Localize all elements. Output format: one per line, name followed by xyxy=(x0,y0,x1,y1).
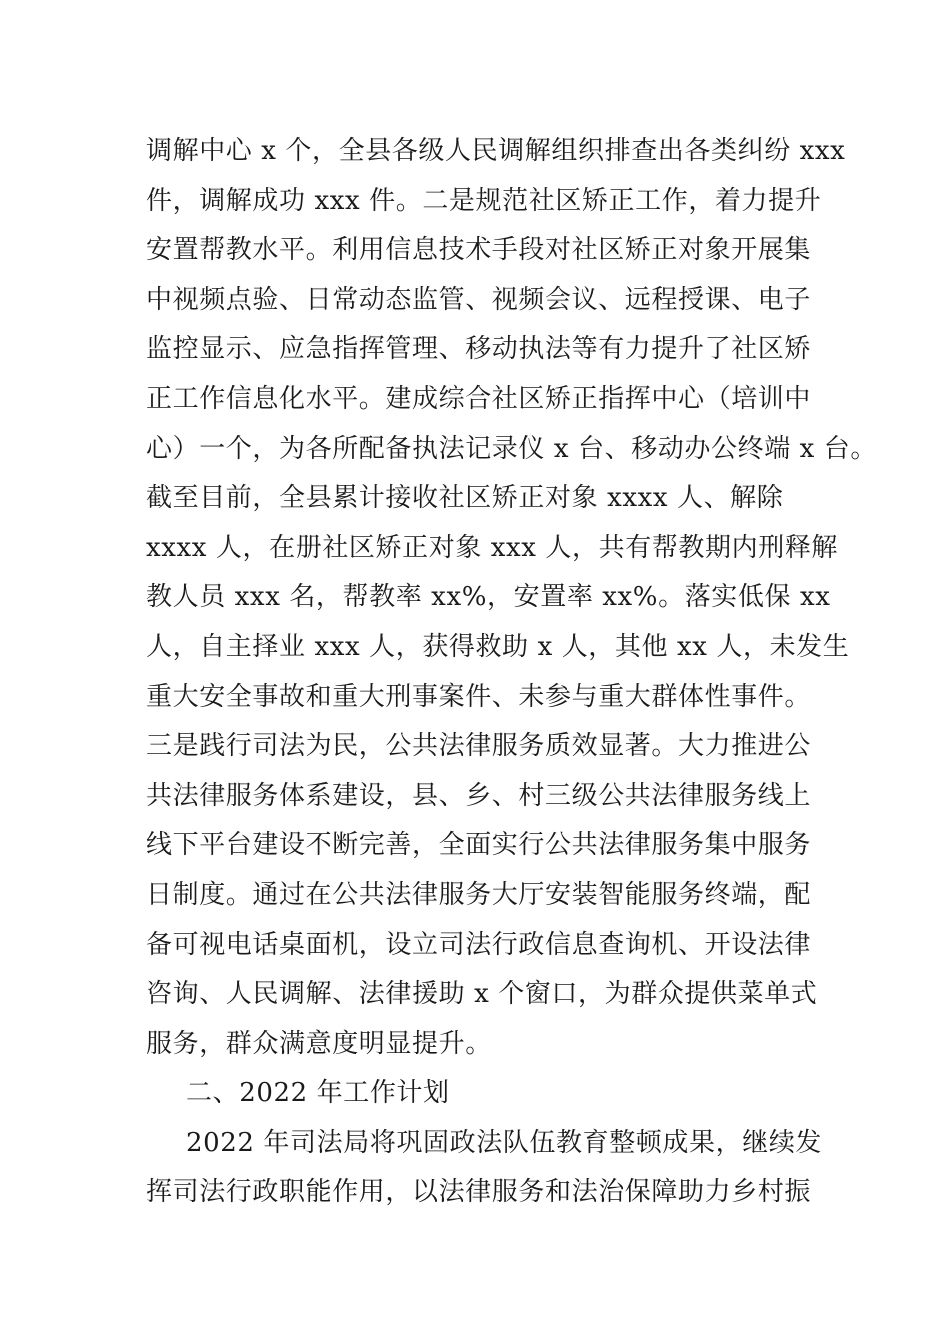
section-heading: 二、2022 年工作计划 xyxy=(186,1078,450,1109)
body-line: 共法律服务体系建设，县、乡、村三级公共法律服务线上 xyxy=(146,780,812,811)
body-line: 日制度。通过在公共法律服务大厅安装智能服务终端，配 xyxy=(146,879,812,910)
body-line: 服务，群众满意度明显提升。 xyxy=(146,1028,492,1059)
body-line: 三是践行司法为民，公共法律服务质效显著。大力推进公 xyxy=(146,731,812,762)
body-line: 正工作信息化水平。建成综合社区矫正指挥中心（培训中 xyxy=(146,383,812,414)
body-line: 截至目前，全县累计接收社区矫正对象 xxxx 人、解除 xyxy=(146,483,784,514)
body-line: 调解中心 x 个，全县各级人民调解组织排查出各类纠纷 xxx xyxy=(146,136,846,166)
body-line: 件，调解成功 xxx 件。二是规范社区矫正工作，着力提升 xyxy=(146,185,822,216)
body-line: 挥司法行政职能作用，以法律服务和法治保障助力乡村振 xyxy=(146,1177,812,1208)
body-line: 安置帮教水平。利用信息技术手段对社区矫正对象开展集 xyxy=(146,235,812,266)
body-line: xxxx 人，在册社区矫正对象 xxx 人，共有帮教期内刑释解 xyxy=(146,532,839,563)
body-line: 人，自主择业 xxx 人，获得救助 x 人，其他 xx 人，未发生 xyxy=(146,631,850,662)
body-line: 监控显示、应急指挥管理、移动执法等有力提升了社区矫 xyxy=(146,334,812,365)
body-line: 2022 年司法局将巩固政法队伍教育整顿成果，继续发 xyxy=(186,1127,823,1158)
body-line: 重大安全事故和重大刑事案件、未参与重大群体性事件。 xyxy=(146,681,812,712)
document-body xyxy=(146,127,877,1218)
body-line: 中视频点验、日常动态监管、视频会议、远程授课、电子 xyxy=(146,284,812,315)
body-line: 咨询、人民调解、法律援助 x 个窗口，为群众提供菜单式 xyxy=(146,979,818,1010)
body-line: 心）一个，为各所配备执法记录仪 x 台、移动办公终端 x 台。 xyxy=(146,433,877,464)
body-line: 备可视电话桌面机，设立司法行政信息查询机、开设法律 xyxy=(146,929,812,960)
body-line: 线下平台建设不断完善，全面实行公共法律服务集中服务 xyxy=(146,830,812,861)
body-line: 教人员 xxx 名，帮教率 xx%，安置率 xx%。落实低保 xx xyxy=(146,582,831,613)
